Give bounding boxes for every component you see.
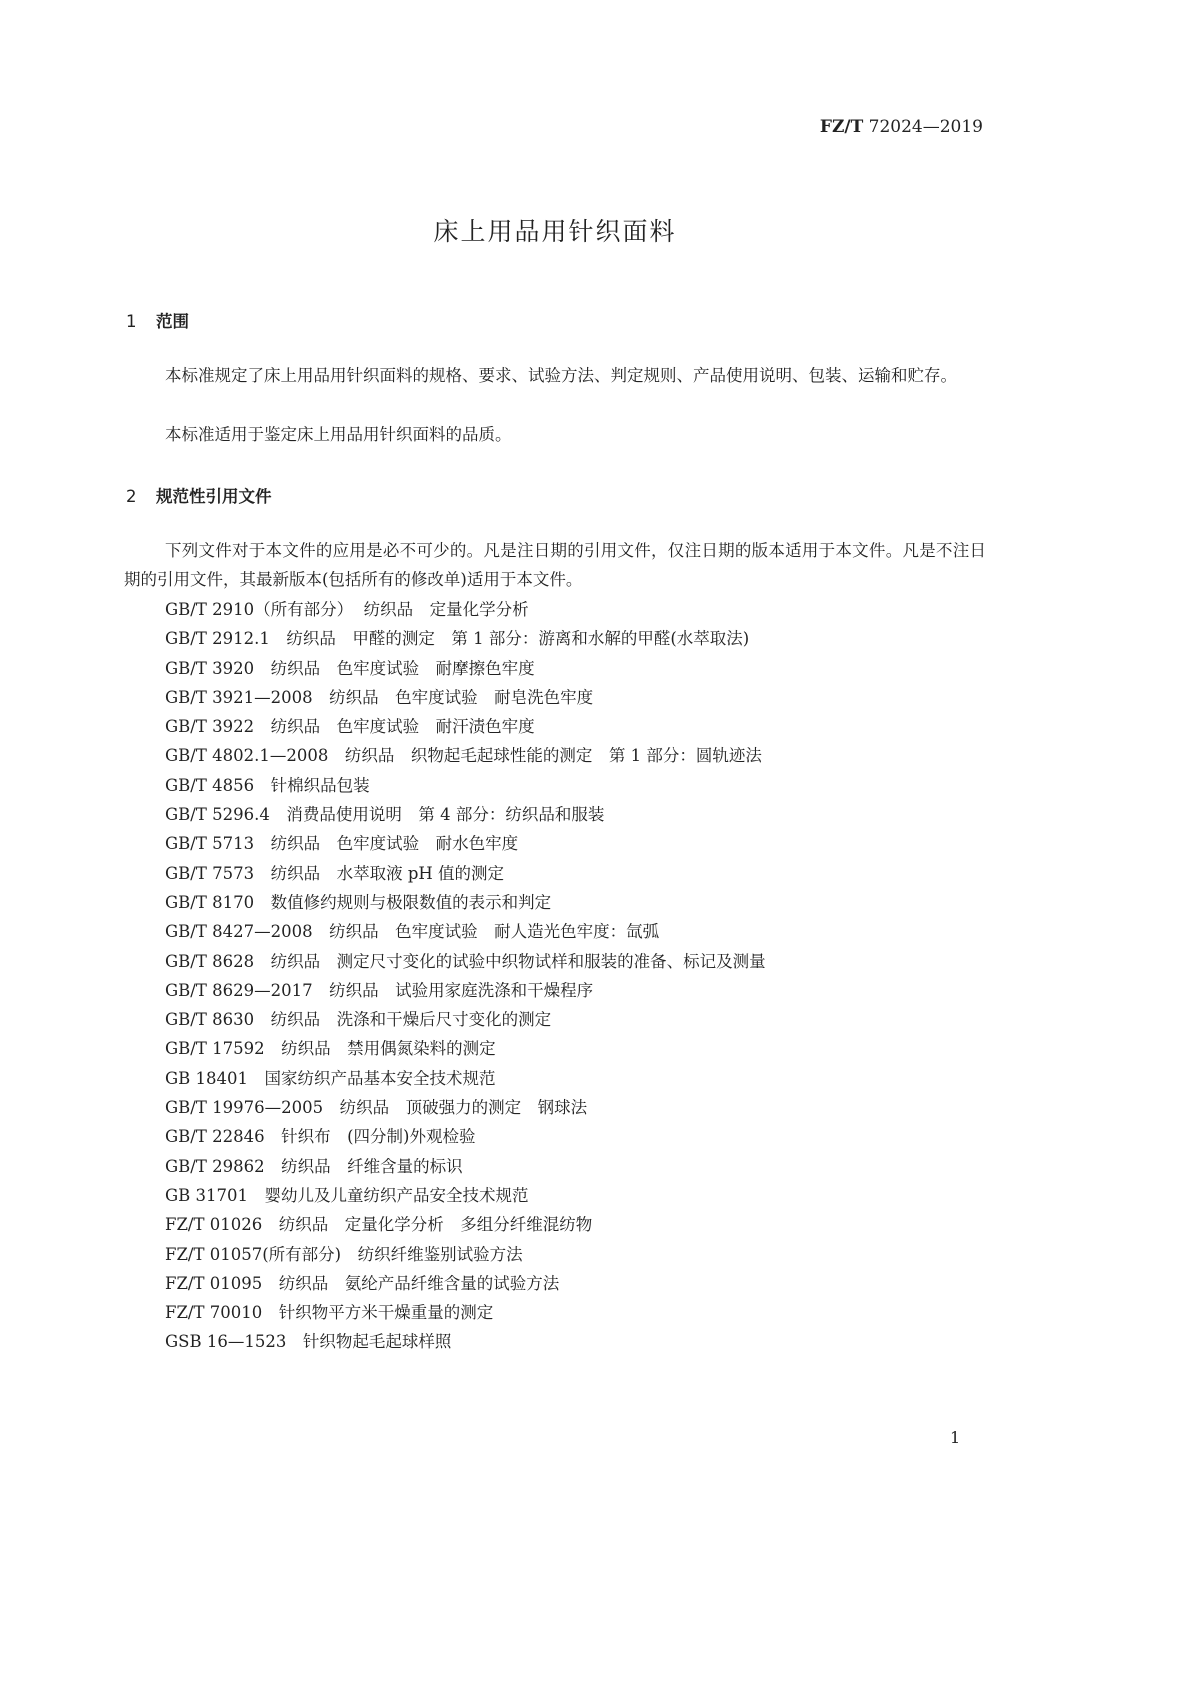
reference-item: GB/T 22846 针织布 (四分制)外观检验 (165, 1127, 476, 1147)
reference-item: FZ/T 01095 纺织品 氨纶产品纤维含量的试验方法 (165, 1273, 560, 1293)
scope-paragraph-1: 本标准规定了床上用品用针织面料的规格、要求、试验方法、判定规则、产品使用说明、包装、运输和贮存。 (165, 366, 957, 385)
reference-item: GB/T 7573 纺织品 水萃取液 pH 值的测定 (165, 863, 505, 883)
reference-item: GB/T 4802.1—2008 纺织品 织物起毛起球性能的测定 第 1 部分：圆轨迹法 (165, 746, 762, 766)
reference-item: GB/T 3920 纺织品 色牢度试验 耐摩擦色牢度 (165, 658, 535, 678)
reference-item: FZ/T 70010 针织物平方米干燥重量的测定 (165, 1303, 494, 1323)
document-title: 床上用品用针织面料 (433, 217, 677, 246)
section-title: 规范性引用文件 (156, 487, 272, 506)
section-number: 2 (126, 487, 137, 506)
reference-item: GB/T 2912.1 纺织品 甲醛的测定 第 1 部分：游离和水解的甲醛(水萃取法) (165, 629, 750, 649)
standard-number: 72024—2019 (868, 117, 983, 137)
reference-item: GB/T 8170 数值修约规则与极限数值的表示和判定 (165, 892, 552, 912)
reference-item: GB/T 2910（所有部分） 纺织品 定量化学分析 (165, 600, 529, 619)
section-number: 1 (126, 312, 137, 331)
section-heading-references (126, 483, 272, 507)
reference-item: GB/T 8630 纺织品 洗涤和干燥后尺寸变化的测定 (165, 1010, 552, 1030)
reference-item: GB 18401 国家纺织产品基本安全技术规范 (165, 1068, 496, 1088)
references-intro-paragraph: 下列文件对于本文件的应用是必不可少的。凡是注日期的引用文件，仅注日期的版本适用于本文件。凡是不注日期的引用文件，其最新版本(包括所有的修改单)适用于本文件。 (124, 541, 986, 590)
page-number: 1 (950, 1428, 961, 1447)
reference-item: GB/T 3922 纺织品 色牢度试验 耐汗渍色牢度 (165, 717, 535, 737)
standard-prefix: FZ/T (819, 117, 864, 137)
reference-item: GB/T 4856 针棉织品包装 (165, 775, 370, 795)
reference-item: GB/T 8427—2008 纺织品 色牢度试验 耐人造光色牢度：氙弧 (165, 922, 660, 942)
reference-item: GB/T 29862 纺织品 纤维含量的标识 (165, 1156, 463, 1176)
reference-item: GB/T 5713 纺织品 色牢度试验 耐水色牢度 (165, 834, 519, 854)
section-heading-scope (126, 308, 189, 332)
reference-item: FZ/T 01026 纺织品 定量化学分析 多组分纤维混纺物 (165, 1215, 593, 1235)
reference-item: GB/T 19976—2005 纺织品 顶破强力的测定 钢球法 (165, 1098, 588, 1118)
reference-item: GB/T 3921—2008 纺织品 色牢度试验 耐皂洗色牢度 (165, 687, 594, 707)
reference-item: GB/T 5296.4 消费品使用说明 第 4 部分：纺织品和服装 (165, 805, 605, 825)
reference-item: GB/T 8629—2017 纺织品 试验用家庭洗涤和干燥程序 (165, 980, 594, 1000)
section-title: 范围 (156, 312, 189, 331)
reference-list (165, 595, 766, 1357)
standard-code-header (820, 117, 983, 137)
reference-item: GB 31701 婴幼儿及儿童纺织产品安全技术规范 (165, 1185, 529, 1205)
reference-item: GB/T 8628 纺织品 测定尺寸变化的试验中织物试样和服装的准备、标记及测量 (165, 951, 766, 971)
reference-item: GSB 16—1523 针织物起毛起球样照 (165, 1332, 452, 1352)
scope-paragraph-2: 本标准适用于鉴定床上用品用针织面料的品质。 (165, 425, 512, 444)
reference-item: FZ/T 01057(所有部分) 纺织纤维鉴别试验方法 (165, 1244, 523, 1264)
reference-item: GB/T 17592 纺织品 禁用偶氮染料的测定 (165, 1039, 496, 1059)
